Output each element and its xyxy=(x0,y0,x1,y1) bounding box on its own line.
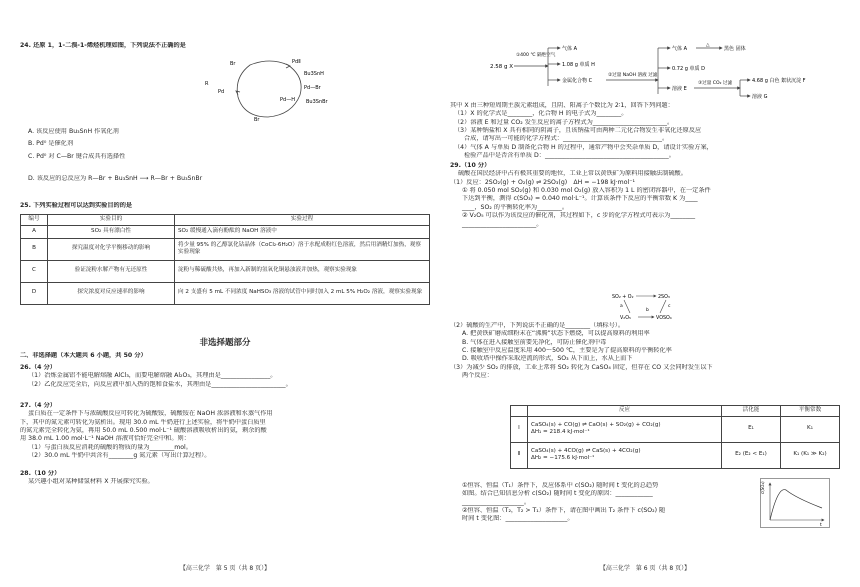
rt-header: 平衡常数 xyxy=(781,406,840,417)
flow-solid-h: 1.08 g 单质 H xyxy=(562,62,595,68)
question-27 xyxy=(20,402,430,461)
q26-line-2: （2）乙化反应完全后，向反应液中加入热的饱和食盐水，其理由是________________________。 xyxy=(28,380,292,388)
flow-sol-g: 溶液 G xyxy=(752,94,768,100)
question-24 xyxy=(20,42,430,50)
cycle-step-a: a xyxy=(620,304,623,309)
table-cell: Ⅱ xyxy=(511,442,528,468)
table-row xyxy=(21,282,430,304)
flow-sol-e: 溶液 E xyxy=(672,86,687,92)
catalytic-cycle-diagram xyxy=(610,291,690,321)
q29-line: ① 将 0.050 mol SO₂(g) 和 0.030 mol O₂(g) 放入容积为 1 L 的密闭容器中，在一定条件 xyxy=(462,187,711,195)
q29-mid-line: （2）硫酸的生产中，下列说法不正确的是________（填标号）。 xyxy=(450,322,625,329)
flow-step2: ②过量 NaOH 溶液 过滤 xyxy=(608,73,658,78)
cycle-reactants: SO₂ + O₂ xyxy=(612,295,634,300)
table-cell xyxy=(528,442,722,468)
q29-part3 xyxy=(450,482,750,524)
graph-xlabel: t xyxy=(820,523,822,528)
mech-label-bu3snh: Bu3SnH xyxy=(304,71,324,77)
cycle-step-c: c xyxy=(668,304,671,309)
q24-option-c: C. Pd⁰ 对 C—Br 键合成具有选择性 xyxy=(28,152,126,160)
table-cell: B xyxy=(21,238,48,260)
q28-line: （2）溶液 E 和过量 CO₂ 发生反应的离子方程式为________________________。 xyxy=(454,118,674,126)
table-cell: SO₂ 缓慢通入滴有酚酞的 NaOH 溶液中 xyxy=(175,225,430,238)
flow-gas-a2: 气体 A xyxy=(672,46,688,52)
q24-option-a: A. 该反应使用 Bu₃SnH 作氧化剂 xyxy=(28,128,119,135)
q29-line: ________________________。 xyxy=(462,220,543,228)
rt-equation: CaSO₄(s) + 4CO(g) ⇌ CaS(s) + 4CO₂(g) xyxy=(531,447,641,454)
q29-tail-line: ①恒容、恒温（T₁）条件下，反应体系中 c(SO₂) 随时间 t 变化的总趋势 xyxy=(462,482,659,489)
table-row xyxy=(21,238,430,260)
q29-mid-line: D. 吸收塔中操作采取逆流的形式，SO₃ 从下而上，水从上而下 xyxy=(462,355,633,363)
table-cell xyxy=(528,416,722,442)
q28-line-1: 某兴趣小组对某种储氢材料 X 开展探究实验。 xyxy=(28,478,154,486)
section-intro-text: 二、非选择题（本大题共 6 小题，共 50 分） xyxy=(20,352,147,359)
mech-label-br-2: Br xyxy=(254,117,260,123)
right-page xyxy=(450,0,840,587)
q28-line: 检验产品中是否含有单质 D：________________________________________。 xyxy=(464,152,675,160)
right-footer: 【高三化学 第 6 页（共 8 页）】 xyxy=(599,564,691,572)
q29-tail-line: 如图。结合已知信息分析 c(SO₂) 随时间 t 变化的原因：____________ xyxy=(462,490,653,498)
q29-tail-line: ____________________。 xyxy=(462,498,531,506)
question-29 xyxy=(450,162,840,229)
q29-tail-line: 时间 t 变化图：____________________。 xyxy=(462,515,574,523)
q27-line-1: 蛋白质在一定条件下与浓硫酸反应可转化为硫酸铵，硫酸铵在 NaOH 浓溶液和水蒸气作用 xyxy=(28,410,273,418)
q25-stem: 25. 下列实验过程可以达到实验目的的是 xyxy=(20,202,133,209)
table-row xyxy=(21,225,430,238)
table-cell: 探究浓度对反应速率的影响 xyxy=(48,282,175,304)
table-cell: E₁ xyxy=(722,416,781,442)
rt-enthalpy: ΔH₁ = 218.4 kJ·mol⁻¹ xyxy=(531,429,590,436)
so2-concentration-graph xyxy=(760,478,830,528)
q28-line: （4）气体 A 与单质 D 制备化合物 H 的过程中，通常产物中会夹杂单质 D，请设计实验方案， xyxy=(454,143,713,151)
q29-line: ____，SO₂ 的平衡转化率为________。 xyxy=(462,203,569,211)
cycle-product: 2SO₃ xyxy=(658,295,670,300)
question-26 xyxy=(20,364,430,389)
q24-options xyxy=(28,128,430,183)
q24-mechanism-diagram xyxy=(200,55,340,123)
flow-step3: ③过量 CO₂ 过滤 xyxy=(698,81,733,86)
cycle-step-b: b xyxy=(646,308,649,313)
q28-line: 其中 X 由三种短周期主族元素组成，且阴、阳离子个数比为 2∶1，回答下列问题： xyxy=(450,102,674,109)
table-cell: 向 2 支盛有 5 mL 不同浓度 NaHSO₃ 溶液的试管中同时加入 2 mL 5% H₂O₂ 溶液，观察实验现象 xyxy=(175,282,430,304)
table-row xyxy=(511,442,840,468)
section-intro xyxy=(20,352,430,360)
q28-head: 28.（10 分） xyxy=(20,470,61,477)
q27-head: 27.（4 分） xyxy=(20,402,56,409)
table-cell: C xyxy=(21,260,48,282)
q29-line: 硫酸在国民经济中占有极其重要的地位，工业上常以黄铁矿为原料用接触法制硫酸。 xyxy=(458,170,687,178)
q28-line: （1）X 的化学式是________，化合物 H 的电子式为________。 xyxy=(454,110,628,118)
q29-mid-line: A. 把黄铁矿磨成细粉末在“沸腾”状态下燃烧，可以提高原料的利用率 xyxy=(462,330,650,338)
table-cell: A xyxy=(21,225,48,238)
q29-head: 29.（10 分） xyxy=(450,162,491,169)
table-cell: D xyxy=(21,282,48,304)
q25-header-purpose: 实验目的 xyxy=(48,215,175,226)
q28-body xyxy=(450,102,840,161)
q29-part2 xyxy=(450,322,840,381)
table-cell: 验证淀粉水解产物有无还原性 xyxy=(48,260,175,282)
graph-ylabel: c(SO₂) xyxy=(760,481,765,494)
q29-mid-line: 两个反应： xyxy=(462,372,493,380)
q27-line-2: 下，其中的氮元素可转化为氨析出。现用 30.0 mL 牛奶进行上述实验，将牛奶中蛋白质里 xyxy=(20,418,266,426)
table-row xyxy=(21,260,430,282)
mech-label-pd2: PdⅡ xyxy=(292,59,301,65)
flow-start: 2.58 g X xyxy=(490,64,514,70)
q29-line: ② V₂O₅ 可以作为该反应的催化剂，其过程如下，c 步的化学方程式可表示为________ xyxy=(462,212,696,220)
reaction-table-header xyxy=(511,406,840,417)
q24-stem: 24. 还原 1，1-二溴-1-烯烃机理如图，下列说法不正确的是 xyxy=(20,42,186,49)
rt-header: 反应 xyxy=(528,406,722,417)
table-cell: 探究温度对化学平衡移动的影响 xyxy=(48,238,175,260)
reaction-table-wrap xyxy=(510,405,840,469)
mech-label-pd-h: Pd—H xyxy=(280,97,295,103)
q27-line-4: 用 38.0 mL 1.00 mol·L⁻¹ NaOH 溶液可恰好完全中和。则： xyxy=(20,435,190,443)
reaction-table xyxy=(510,405,840,469)
mech-label-pd0: Pd xyxy=(218,89,225,95)
table-cell: Ⅰ xyxy=(511,416,528,442)
q28-flow-diagram xyxy=(490,42,830,100)
flow-compound-c: 金属化合物 C xyxy=(562,78,593,84)
q26-line-1: （1）冶炼金属铝不能电解熔融 AlCl₃，而要电解熔融 Al₂O₃，其理由是________________。 xyxy=(28,372,277,380)
rt-equation: CaSO₄(s) + CO(g) ⇌ CaO(s) + SO₂(g) + CO₂(g) xyxy=(531,421,661,428)
flow-white-ppt: 4.68 g 白色 絮状沉淀 F xyxy=(752,78,806,84)
mech-label-bu3snbr: Bu3SnBr xyxy=(306,99,328,105)
q29-line: （1）反应：2SO₂(g) + O₂(g) ⇌ 2SO₃(g) ΔH = −198 kJ·mol⁻¹ xyxy=(450,178,635,186)
table-cell: 将少量 95% 的乙醇氯化钴晶体（CoCl₂·6H₂O）溶于水配成粉红色溶液，然后用酒精灯加热，观察实验现象 xyxy=(175,238,430,260)
left-footer: 【高三化学 第 5 页（共 8 页）】 xyxy=(179,564,271,572)
rt-header: 活化能 xyxy=(722,406,781,417)
mech-label-r: R xyxy=(205,81,209,87)
flow-sol-d: 0.72 g 单质 D xyxy=(672,66,705,72)
section-title: 非选择题部分 xyxy=(199,338,251,348)
q24-option-b: B. Pd⁰ 是催化剂 xyxy=(28,140,74,148)
table-cell: K₁ xyxy=(781,416,840,442)
q29-tail-line: ②恒容、恒温（T₂，T₂ > T₁）条件下，请在图中画出 T₂ 条件下 c(SO₂) 随 xyxy=(462,507,666,515)
flow-gas-a: 气体 A xyxy=(562,46,578,52)
q28-line: 合成，请写出一可能的化学方程式：________________________________。 xyxy=(464,135,669,143)
q26-head: 26.（4 分） xyxy=(20,364,56,371)
flow-black-solid: 黑色 固体 xyxy=(724,46,746,52)
q25-table-header xyxy=(21,215,430,226)
table-cell: K₁ (K₁ ≫ K₂) xyxy=(781,442,840,468)
q25-table-wrap xyxy=(20,214,430,305)
left-page xyxy=(20,0,430,587)
q27-line-3: 的氮元素完全转化为氨，再用 50.0 mL 0.500 mol·L⁻¹ 硫酸溶液吸收析出的氨，剩余的酸 xyxy=(20,427,267,435)
cycle-v2o5: V₂O₅ xyxy=(620,316,631,321)
q29-mid-line: C. 接触室中反应温度采用 400～500 ℃，主要是为了提高原料的平衡转化率 xyxy=(462,347,672,355)
flow-heat: △ xyxy=(706,43,710,48)
q25-header-process: 实验过程 xyxy=(175,215,430,226)
mech-label-br: Br xyxy=(230,61,236,67)
table-cell: E₂ (E₂ < E₁) xyxy=(722,442,781,468)
q27-line-6: （2）30.0 mL 牛奶中共含有________g 氮元素（写出计算过程）。 xyxy=(28,452,211,460)
flow-step1: ①400 ℃ 隔绝空气 xyxy=(516,53,556,58)
cycle-voso4: VOSO₄ xyxy=(656,316,672,321)
q25-header-no: 编号 xyxy=(21,215,48,226)
q27-line-5: （1）与蛋白质反应消耗的硫酸的物质的量为________mol。 xyxy=(28,443,192,451)
rt-enthalpy: ΔH₂ = −175.6 kJ·mol⁻¹ xyxy=(531,455,595,462)
question-28 xyxy=(20,470,430,487)
table-cell: 淀粉与稀硫酸共热，再加入新制的氢氧化铜悬浊液并加热，观察实验现象 xyxy=(175,260,430,282)
table-cell: SO₂ 具有漂白性 xyxy=(48,225,175,238)
mech-label-pd-br: Pd—Br xyxy=(304,85,321,91)
q29-mid-line: （3）为减少 SO₂ 的排放，工业上常将 SO₂ 转化为 CaSO₄ 固定，但存在 CO 又会同时发生以下 xyxy=(450,363,713,371)
q25-table xyxy=(20,214,430,305)
q24-option-d: D. 该反应的总反应为 R—Br + Bu₃SnH ⟶ R—Br + Bu₃SnBr xyxy=(28,175,203,183)
table-row xyxy=(511,416,840,442)
q28-line: （3）某种钠盐和 X 具有相同的阴离子，且该钠盐可由两种二元化合物发生非氧化还原反应 xyxy=(454,127,702,135)
rt-header xyxy=(511,406,528,417)
q29-mid-line: B. 气体在进入接触室前要先净化，可防止催化剂中毒 xyxy=(462,338,607,346)
question-25 xyxy=(20,202,430,210)
q29-line: 下达到平衡，测得 c(SO₃) = 0.040 mol·L⁻¹。计算该条件下反应的平衡常数 K 为____ xyxy=(462,195,698,203)
